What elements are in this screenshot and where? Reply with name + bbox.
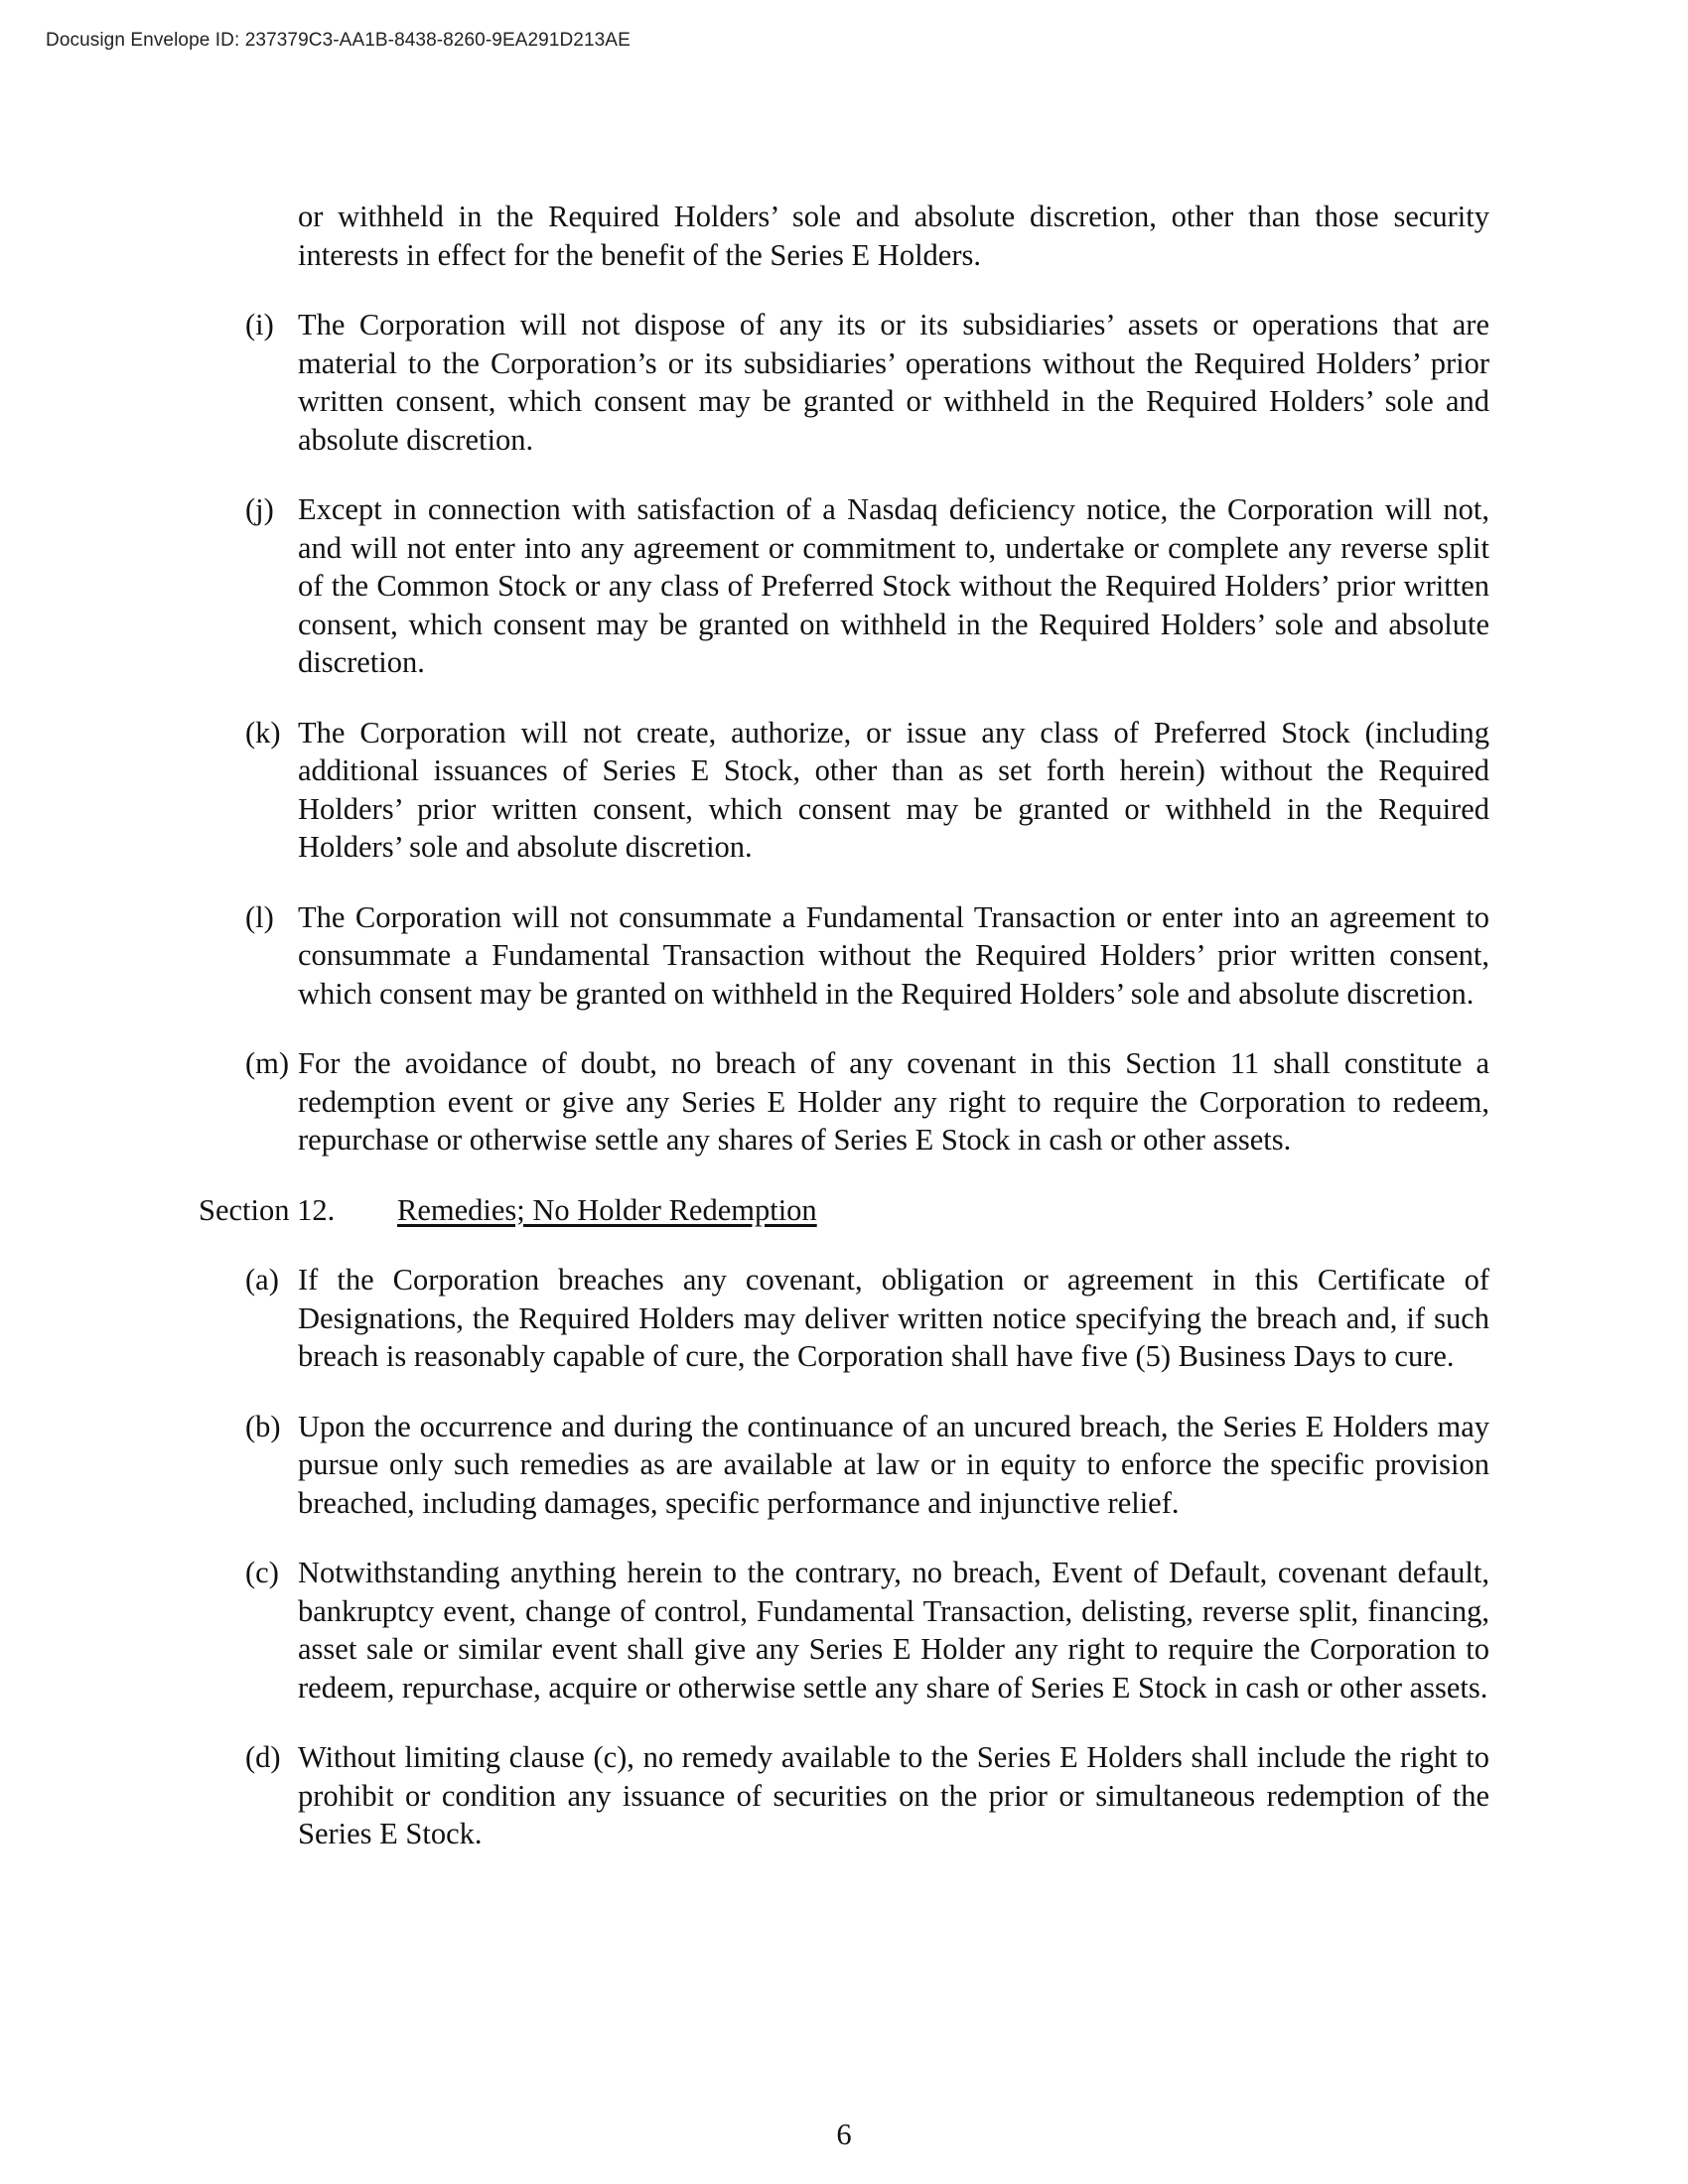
clause-text: Except in connection with satisfaction of a Nasdaq deficiency notice, the Corporation will not, and will not enter into any agreement or commitment to, undertake or complete any reverse split of the Common Stock or any class of Preferred Stock without the Required Holders’ prior written consent, which consent may be granted on withheld in the Required Holders’ sole and absolute discretion. xyxy=(298,492,1489,679)
section-title: Remedies; No Holder Redemption xyxy=(397,1192,817,1227)
clause-marker: (b) xyxy=(245,1409,281,1443)
clause-d xyxy=(199,1738,1489,1853)
clause-marker: (m) xyxy=(245,1046,290,1080)
clause-text: The Corporation will not consummate a Fundamental Transaction or enter into an agreement to consummate a Fundamental Transaction without the Required Holders’ prior written consent, which consent may be granted on withheld in the Required Holders’ sole and absolute discretion. xyxy=(298,899,1489,1011)
clause-text: If the Corporation breaches any covenant, obligation or agreement in this Certificate of Designations, the Required Holders may deliver written notice specifying the breach and, if such breach is reasonably capable of cure, the Corporation shall have five (5) Business Days to cure. xyxy=(298,1263,1489,1373)
clause-marker: (a) xyxy=(245,1263,279,1297)
section-12-heading xyxy=(199,1191,1489,1230)
clause-marker: (c) xyxy=(245,1556,279,1589)
clause-text: The Corporation will not create, authorize, or issue any class of Preferred Stock (including additional issuances of Series E Stock, other than as set forth herein) without the Required Holders’ prior written consent, which consent may be granted or withheld in the Required Holders’ sole and absolute discretion. xyxy=(298,715,1489,864)
clause-j xyxy=(199,490,1489,682)
clause-b xyxy=(199,1408,1489,1523)
clause-text: Notwithstanding anything herein to the contrary, no breach, Event of Default, covenant default, bankruptcy event, change of control, Fundamental Transaction, delisting, reverse split, financing, asset sale or similar event shall give any Series E Holder any right to require the Corporation to redeem, repurchase, acquire or otherwise settle any share of Series E Stock in cash or other assets. xyxy=(298,1556,1489,1705)
clause-a xyxy=(199,1261,1489,1376)
continuation-paragraph: or withheld in the Required Holders’ sole and absolute discretion, other than those security interests in effect for the benefit of the Series E Holders. xyxy=(298,200,1489,272)
clause-text: The Corporation will not dispose of any its or its subsidiaries’ assets or operations that are material to the Corporation’s or its subsidiaries’ operations without the Required Holders’ prior written consent, which consent may be granted or withheld in the Required Holders’ sole and absolute discretion. xyxy=(298,308,1489,457)
docusign-envelope-id: Docusign Envelope ID: 237379C3-AA1B-8438-8260-9EA291D213AE xyxy=(46,30,631,51)
clause-l xyxy=(199,898,1489,1014)
clause-marker: (i) xyxy=(245,308,274,341)
clause-marker: (j) xyxy=(245,492,274,526)
clause-marker: (k) xyxy=(245,715,281,750)
document-body xyxy=(199,198,1489,1885)
clause-text: Upon the occurrence and during the continuance of an uncured breach, the Series E Holders may pursue only such remedies as are available at law or in equity to enforce the specific provision breached, including damages, specific performance and injunctive relief. xyxy=(298,1409,1489,1520)
clause-marker: (l) xyxy=(245,899,274,934)
clause-i xyxy=(199,306,1489,459)
clause-m xyxy=(199,1044,1489,1160)
clause-text: For the avoidance of doubt, no breach of any covenant in this Section 11 shall constitute a redemption event or give any Series E Holder any right to require the Corporation to redeem, repurchase or otherwise settle any shares of Series E Stock in cash or other assets. xyxy=(298,1046,1489,1157)
clause-k xyxy=(199,714,1489,867)
section-number: Section 12. xyxy=(199,1192,336,1227)
clause-c xyxy=(199,1554,1489,1706)
clause-text: Without limiting clause (c), no remedy available to the Series E Holders shall include the right to prohibit or condition any issuance of securities on the prior or simultaneous redemption of the Series E Stock. xyxy=(298,1740,1489,1850)
page-number: 6 xyxy=(836,2117,852,2151)
clause-marker: (d) xyxy=(245,1740,281,1774)
